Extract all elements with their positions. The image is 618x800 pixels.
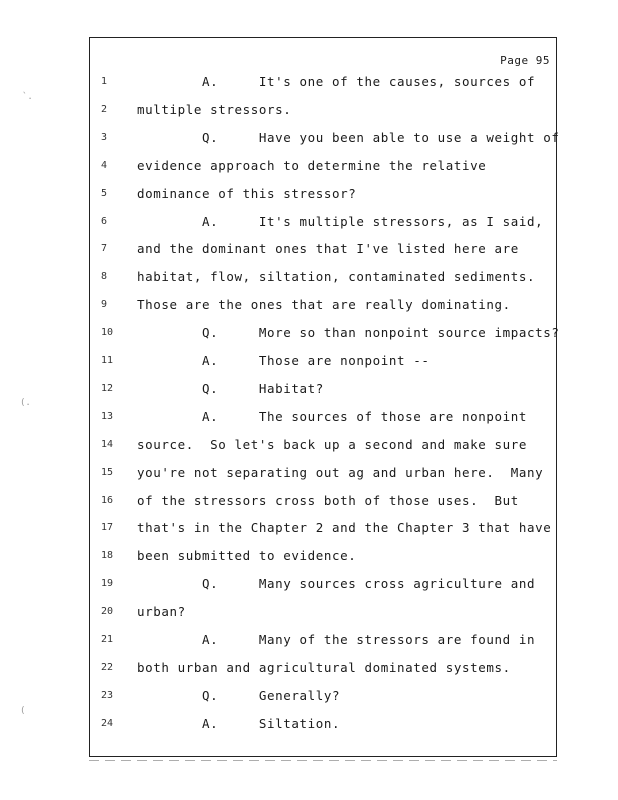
line-text: Q. Generally? (137, 687, 341, 703)
line-text: Q. Habitat? (137, 380, 324, 396)
transcript-line (90, 351, 556, 371)
line-number: 3 (101, 131, 108, 143)
line-number: 14 (101, 438, 114, 450)
line-text: A. Siltation. (137, 715, 341, 731)
line-number: 13 (101, 410, 114, 422)
line-text: Q. Have you been able to use a weight of (137, 129, 560, 145)
line-text: habitat, flow, siltation, contaminated sediments. (137, 269, 536, 285)
line-number: 12 (101, 382, 114, 394)
margin-mark: (. (20, 398, 31, 408)
transcript-line (90, 128, 560, 148)
line-number: 23 (101, 689, 114, 701)
line-text: urban? (137, 604, 186, 620)
line-number: 4 (101, 159, 108, 171)
line-text: both urban and agricultural dominated systems. (137, 659, 511, 675)
transcript-line (90, 463, 556, 483)
transcript-line (90, 100, 556, 120)
line-text: A. It's multiple stressors, as I said, (137, 213, 544, 229)
transcript-page (89, 37, 560, 757)
line-text: dominance of this stressor? (137, 185, 357, 201)
line-number: 8 (101, 271, 108, 283)
line-number: 17 (101, 522, 114, 534)
line-number: 19 (101, 578, 114, 590)
transcript-line (90, 686, 556, 706)
transcript-line (90, 379, 556, 399)
line-text: been submitted to evidence. (137, 548, 357, 564)
line-text: A. Those are nonpoint -- (137, 353, 430, 368)
line-number: 7 (101, 243, 108, 255)
line-number: 21 (101, 634, 114, 645)
transcript-line (90, 602, 556, 622)
transcript-line (90, 323, 560, 343)
line-number: 22 (101, 661, 114, 673)
transcript-line (90, 407, 556, 427)
line-text: A. Many of the stressors are found in (137, 632, 536, 647)
margin-mark: ( (20, 706, 26, 716)
transcript-line (90, 72, 556, 92)
transcript-line (90, 295, 556, 315)
transcript-line (90, 184, 556, 204)
line-text: A. It's one of the causes, sources of (137, 74, 536, 89)
line-text: A. The sources of those are nonpoint (137, 408, 528, 424)
line-text: Q. Many sources cross agriculture and (137, 576, 536, 592)
transcript-line (90, 518, 556, 538)
line-text: you're not separating out ag and urban here. Many (137, 464, 544, 480)
page-number: Page 95 (500, 54, 550, 67)
line-number: 18 (101, 550, 114, 562)
line-text: of the stressors cross both of those uses. But (137, 492, 519, 508)
margin-mark: `. (22, 92, 33, 102)
transcript-line (90, 658, 556, 678)
line-text: Q. More so than nonpoint source impacts? (137, 325, 560, 341)
line-text: source. So let's back up a second and make sure (137, 436, 528, 452)
bottom-rule (89, 760, 557, 761)
line-number: 15 (101, 466, 114, 478)
line-text: evidence approach to determine the relative (137, 157, 487, 173)
line-number: 1 (101, 76, 108, 87)
transcript-line (90, 491, 556, 511)
line-number: 5 (101, 187, 108, 199)
transcript-line (90, 630, 556, 650)
transcript-line (90, 212, 556, 232)
line-text: and the dominant ones that I've listed here are (137, 241, 519, 257)
line-number: 2 (101, 103, 108, 115)
line-text: that's in the Chapter 2 and the Chapter 3 that have (137, 520, 552, 536)
transcript-line (90, 156, 556, 176)
line-number: 6 (101, 215, 108, 227)
line-number: 11 (101, 355, 114, 366)
line-number: 10 (101, 327, 114, 339)
line-number: 16 (101, 494, 114, 506)
transcript-line (90, 714, 556, 734)
line-number: 9 (101, 299, 108, 311)
transcript-line (90, 546, 556, 566)
transcript-line (90, 574, 556, 594)
line-text: multiple stressors. (137, 101, 292, 117)
transcript-line (90, 435, 556, 455)
line-number: 24 (101, 717, 114, 729)
transcript-line (90, 239, 556, 259)
transcript-line (90, 267, 556, 287)
line-text: Those are the ones that are really dominating. (137, 297, 511, 313)
line-number: 20 (101, 606, 114, 618)
